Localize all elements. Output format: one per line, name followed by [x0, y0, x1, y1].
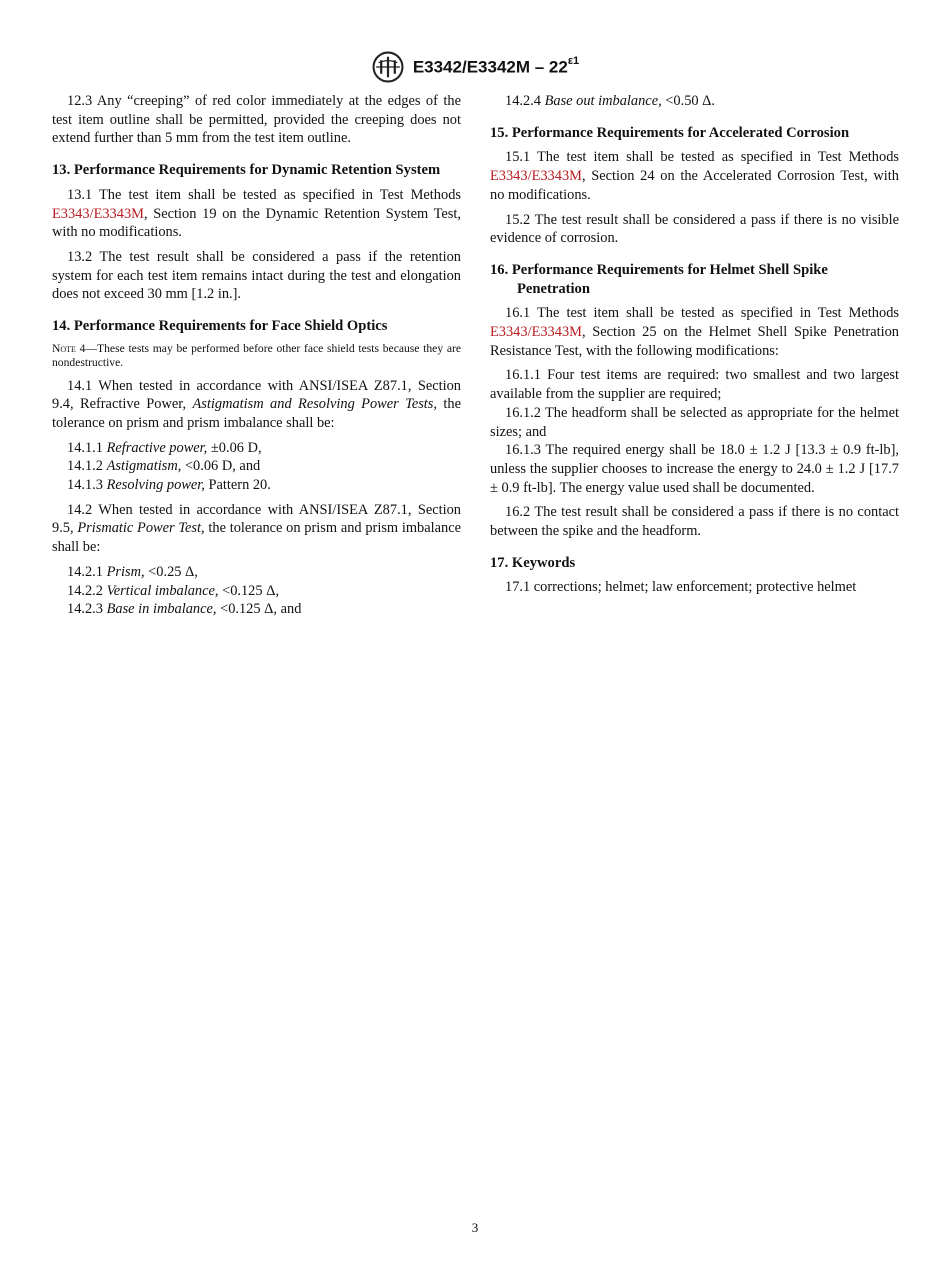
item-14-1-2: 14.1.2 Astigmatism, <0.06 D, and [67, 458, 261, 475]
reference-link-e3343[interactable]: E3343/E3343M [52, 205, 144, 222]
note-4: Note 4—These tests may be performed before other face shield tests because they are nondestructive. [52, 341, 461, 370]
section-14-2: 14.2 When tested in accordance with ANSI/ISEA Z87.1, Section 9.5, Prismatic Power Test, the tolerance on prism and prism imbalance shall be: [52, 501, 461, 556]
section-16-1: 16.1 The test item shall be tested as specified in Test Methods E3343/E3343M, Section 25 on the Helmet Shell Spike Penetration Resistance Test, with the following modifications: [490, 305, 899, 359]
heading-15: 15. Performance Requirements for Accelerated Corrosion [490, 124, 850, 141]
item-14-1-1: 14.1.1 Refractive power, ±0.06 D, [67, 439, 262, 456]
section-16-2: 16.2 The test result shall be considered a pass if there is no contact between the spike and the headform. [490, 504, 899, 540]
section-14-1: 14.1 When tested in accordance with ANSI/ISEA Z87.1, Section 9.4, Refractive Power, Astigmatism and Resolving Power Tests, the tolerance on prism and prism imbalance shall be: [52, 377, 461, 431]
item-14-2-3: 14.2.3 Base in imbalance, <0.125 Δ, and [67, 601, 302, 618]
item-14-2-1: 14.2.1 Prism, <0.25 Δ, [67, 563, 198, 580]
section-17-1: 17.1 corrections; helmet; law enforcement; protective helmet [505, 579, 857, 596]
astm-logo-icon [371, 50, 405, 84]
section-13-1: 13.1 The test item shall be tested as specified in Test Methods E3343/E3343M, Section 19 on the Dynamic Retention System Test, with no modifications. [52, 186, 461, 241]
section-12-3: 12.3 Any “creeping” of red color immediately at the edges of the test item outline shall be permitted, provided the creeping does not extend further than 5 mm from the test item outline. [52, 93, 461, 147]
section-13-2: 13.2 The test result shall be considered a pass if the retention system for each test item remains intact during the test and elongation does not exceed 30 mm [1.2 in.]. [52, 248, 461, 303]
section-16-1-2: 16.1.2 The headform shall be selected as appropriate for the helmet sizes; and [490, 404, 899, 440]
page-header [0, 50, 950, 84]
reference-link-e3343[interactable]: E3343/E3343M [490, 168, 582, 185]
item-14-2-4: 14.2.4 Base out imbalance, <0.50 Δ. [505, 93, 716, 109]
reference-link-e3343[interactable]: E3343/E3343M [490, 324, 582, 341]
page-number: 3 [471, 1220, 479, 1235]
item-14-2-2: 14.2.2 Vertical imbalance, <0.125 Δ, [67, 582, 280, 599]
heading-13: 13. Performance Requirements for Dynamic Retention System [52, 162, 441, 179]
item-14-1-3: 14.1.3 Resolving power, Pattern 20. [67, 477, 271, 494]
left-column [52, 92, 461, 619]
heading-14: 14. Performance Requirements for Face Shield Optics [52, 318, 388, 335]
heading-17: 17. Keywords [490, 554, 576, 571]
section-16-1-1: 16.1.1 Four test items are required: two smallest and two largest available from the supplier are required; [490, 367, 899, 403]
heading-16: 16. Performance Requirements for Helmet Shell Spike Penetration [490, 261, 828, 297]
document-designation: $E3342/E3342M - 22^{\varepsilon 1}$ [412, 54, 580, 77]
right-column [490, 92, 899, 603]
section-15-2: 15.2 The test result shall be considered a pass if there is no visible evidence of corrosion. [490, 211, 899, 247]
section-15-1: 15.1 The test item shall be tested as specified in Test Methods E3343/E3343M, Section 24 on the Accelerated Corrosion Test, with no modifications. [490, 149, 899, 203]
section-16-1-3: 16.1.3 The required energy shall be 18.0 ± 1.2 J [13.3 ± 0.9 ft-lb], unless the supplier chooses to increase the energy to 24.0 ± 1.2 J [17.7 ± 0.9 ft-lb]. The energy value used shall be documented. [490, 442, 899, 496]
